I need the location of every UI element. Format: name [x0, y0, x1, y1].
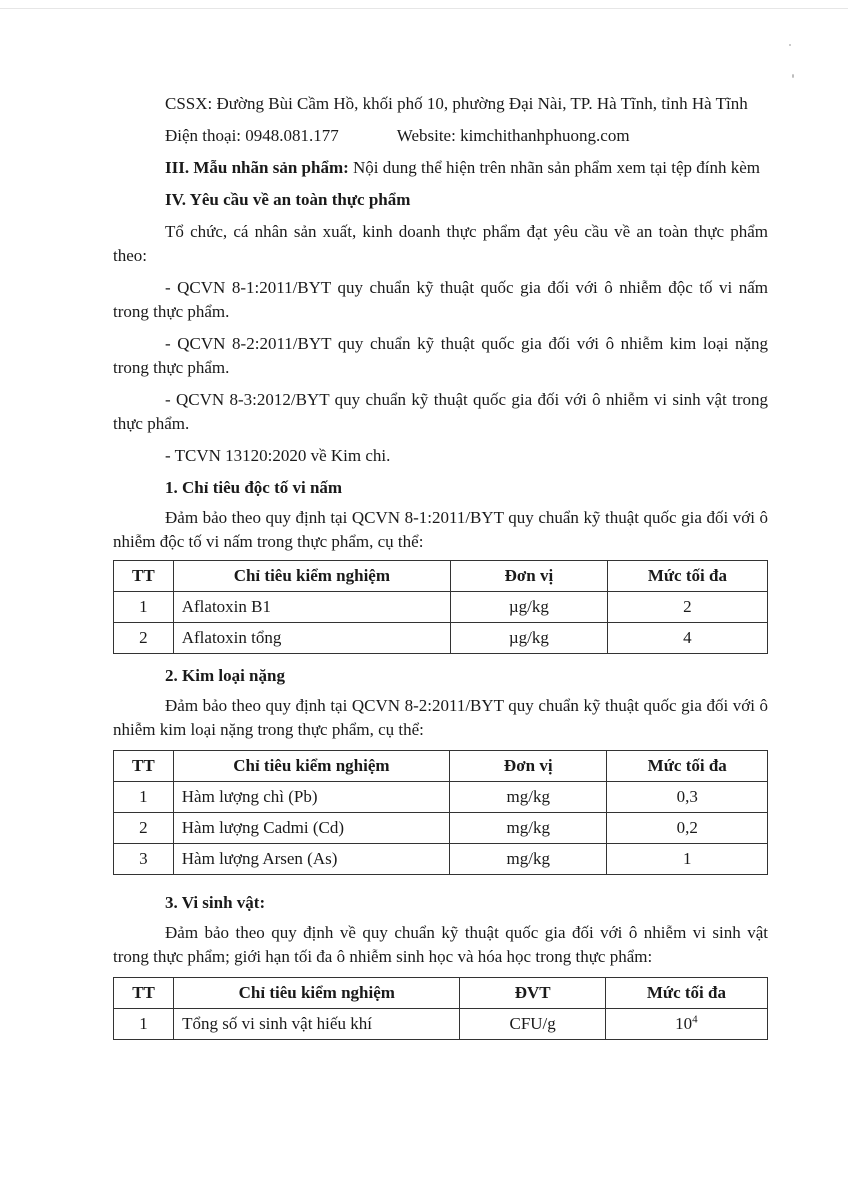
- cell-unit: mg/kg: [449, 782, 607, 813]
- subsection-3-text: Đảm bảo theo quy định về quy chuẩn kỹ thuật quốc gia đối với ô nhiễm vi sinh vật trong thực phẩm; giới hạn tối đa ô nhiễm sinh học và hóa học trong thực phẩm:: [113, 923, 768, 966]
- max-exponent: 4: [692, 1013, 698, 1026]
- subsection-1-text: Đảm bảo theo quy định tại QCVN 8-1:2011/BYT quy chuẩn kỹ thuật quốc gia đối với ô nhiễm độc tố vi nấm trong thực phẩm, cụ thể:: [113, 508, 768, 551]
- section-3-paragraph: [113, 156, 768, 180]
- table-row: [114, 844, 768, 875]
- phone-text: Điện thoại: 0948.081.177: [165, 126, 339, 145]
- cell-indicator: Hàm lượng Cadmi (Cd): [173, 813, 449, 844]
- header-tt: TT: [114, 561, 174, 592]
- header-tt: TT: [114, 978, 174, 1009]
- microbiology-table: [113, 977, 768, 1040]
- header-tt: TT: [114, 751, 174, 782]
- table-row: [114, 592, 768, 623]
- cell-max: 2: [607, 592, 767, 623]
- table-row: [114, 623, 768, 654]
- section-4-title: IV. Yêu cầu về an toàn thực phẩm: [165, 190, 411, 209]
- page-top-edge: [0, 8, 848, 9]
- header-max: Mức tối đa: [607, 751, 768, 782]
- cell-unit: µg/kg: [451, 592, 608, 623]
- cell-unit: CFU/g: [460, 1009, 605, 1040]
- cell-indicator: Tổng số vi sinh vật hiếu khí: [174, 1009, 460, 1040]
- website-text: Website: kimchithanhphuong.com: [396, 126, 630, 145]
- cell-unit: mg/kg: [449, 844, 607, 875]
- header-unit: ĐVT: [460, 978, 605, 1009]
- section-3-title: III. Mẫu nhãn sản phẩm:: [165, 158, 349, 177]
- header-unit: Đơn vị: [449, 751, 607, 782]
- subsection-3-title: 3. Vi sinh vật:: [165, 893, 266, 912]
- cell-max: 1: [607, 844, 768, 875]
- table-row: [114, 782, 768, 813]
- header-indicator: Chỉ tiêu kiểm nghiệm: [173, 561, 450, 592]
- cell-indicator: Hàm lượng chì (Pb): [173, 782, 449, 813]
- scan-speck: [789, 44, 791, 46]
- regulation-item: - QCVN 8-2:2011/BYT quy chuẩn kỹ thuật quốc gia đối với ô nhiễm kim loại nặng trong thực phẩm.: [113, 334, 768, 377]
- header-indicator: Chỉ tiêu kiểm nghiệm: [174, 978, 460, 1009]
- cell-tt: 1: [114, 1009, 174, 1040]
- table-row: [114, 813, 768, 844]
- document-body: [113, 92, 768, 1040]
- cell-max: 0,2: [607, 813, 768, 844]
- regulation-item: - QCVN 8-3:2012/BYT quy chuẩn kỹ thuật quốc gia đối với ô nhiễm vi sinh vật trong thực phẩm.: [113, 390, 768, 433]
- cell-tt: 1: [114, 782, 174, 813]
- header-indicator: Chỉ tiêu kiểm nghiệm: [173, 751, 449, 782]
- cell-indicator: Aflatoxin B1: [173, 592, 450, 623]
- table-header-row: [114, 751, 768, 782]
- contact-row: [113, 124, 768, 148]
- table-row: [114, 1009, 768, 1040]
- subsection-1-title: 1. Chỉ tiêu độc tố vi nấm: [165, 478, 343, 497]
- heavy-metal-table: [113, 750, 768, 875]
- subsection-2-text: Đảm bảo theo quy định tại QCVN 8-2:2011/BYT quy chuẩn kỹ thuật quốc gia đối với ô nhiễm kim loại nặng trong thực phẩm, cụ thể:: [113, 696, 768, 739]
- header-max: Mức tối đa: [605, 978, 767, 1009]
- section-4-intro: Tổ chức, cá nhân sản xuất, kinh doanh thực phẩm đạt yêu cầu về an toàn thực phẩm theo:: [113, 222, 768, 265]
- cell-max: [605, 1009, 767, 1040]
- header-max: Mức tối đa: [607, 561, 767, 592]
- scan-speck: [792, 74, 794, 78]
- cell-indicator: Aflatoxin tổng: [173, 623, 450, 654]
- mycotoxin-table: [113, 560, 768, 654]
- cell-max: 4: [607, 623, 767, 654]
- table-header-row: [114, 978, 768, 1009]
- regulation-item: - QCVN 8-1:2011/BYT quy chuẩn kỹ thuật quốc gia đối với ô nhiễm độc tố vi nấm trong thực phẩm.: [113, 278, 768, 321]
- cell-unit: mg/kg: [449, 813, 607, 844]
- cell-tt: 1: [114, 592, 174, 623]
- cell-max: 0,3: [607, 782, 768, 813]
- address-line: CSSX: Đường Bùi Cầm Hồ, khối phố 10, phường Đại Nài, TP. Hà Tĩnh, tỉnh Hà Tĩnh: [165, 94, 748, 113]
- cell-tt: 2: [114, 623, 174, 654]
- header-unit: Đơn vị: [451, 561, 608, 592]
- cell-tt: 2: [114, 813, 174, 844]
- regulation-item: - TCVN 13120:2020 về Kim chi.: [165, 446, 391, 465]
- subsection-2-title: 2. Kim loại nặng: [165, 666, 285, 685]
- section-3-text: Nội dung thể hiện trên nhãn sản phẩm xem tại tệp đính kèm: [348, 158, 760, 177]
- cell-unit: µg/kg: [451, 623, 608, 654]
- max-base: 10: [675, 1014, 693, 1033]
- cell-tt: 3: [114, 844, 174, 875]
- cell-indicator: Hàm lượng Arsen (As): [173, 844, 449, 875]
- table-header-row: [114, 561, 768, 592]
